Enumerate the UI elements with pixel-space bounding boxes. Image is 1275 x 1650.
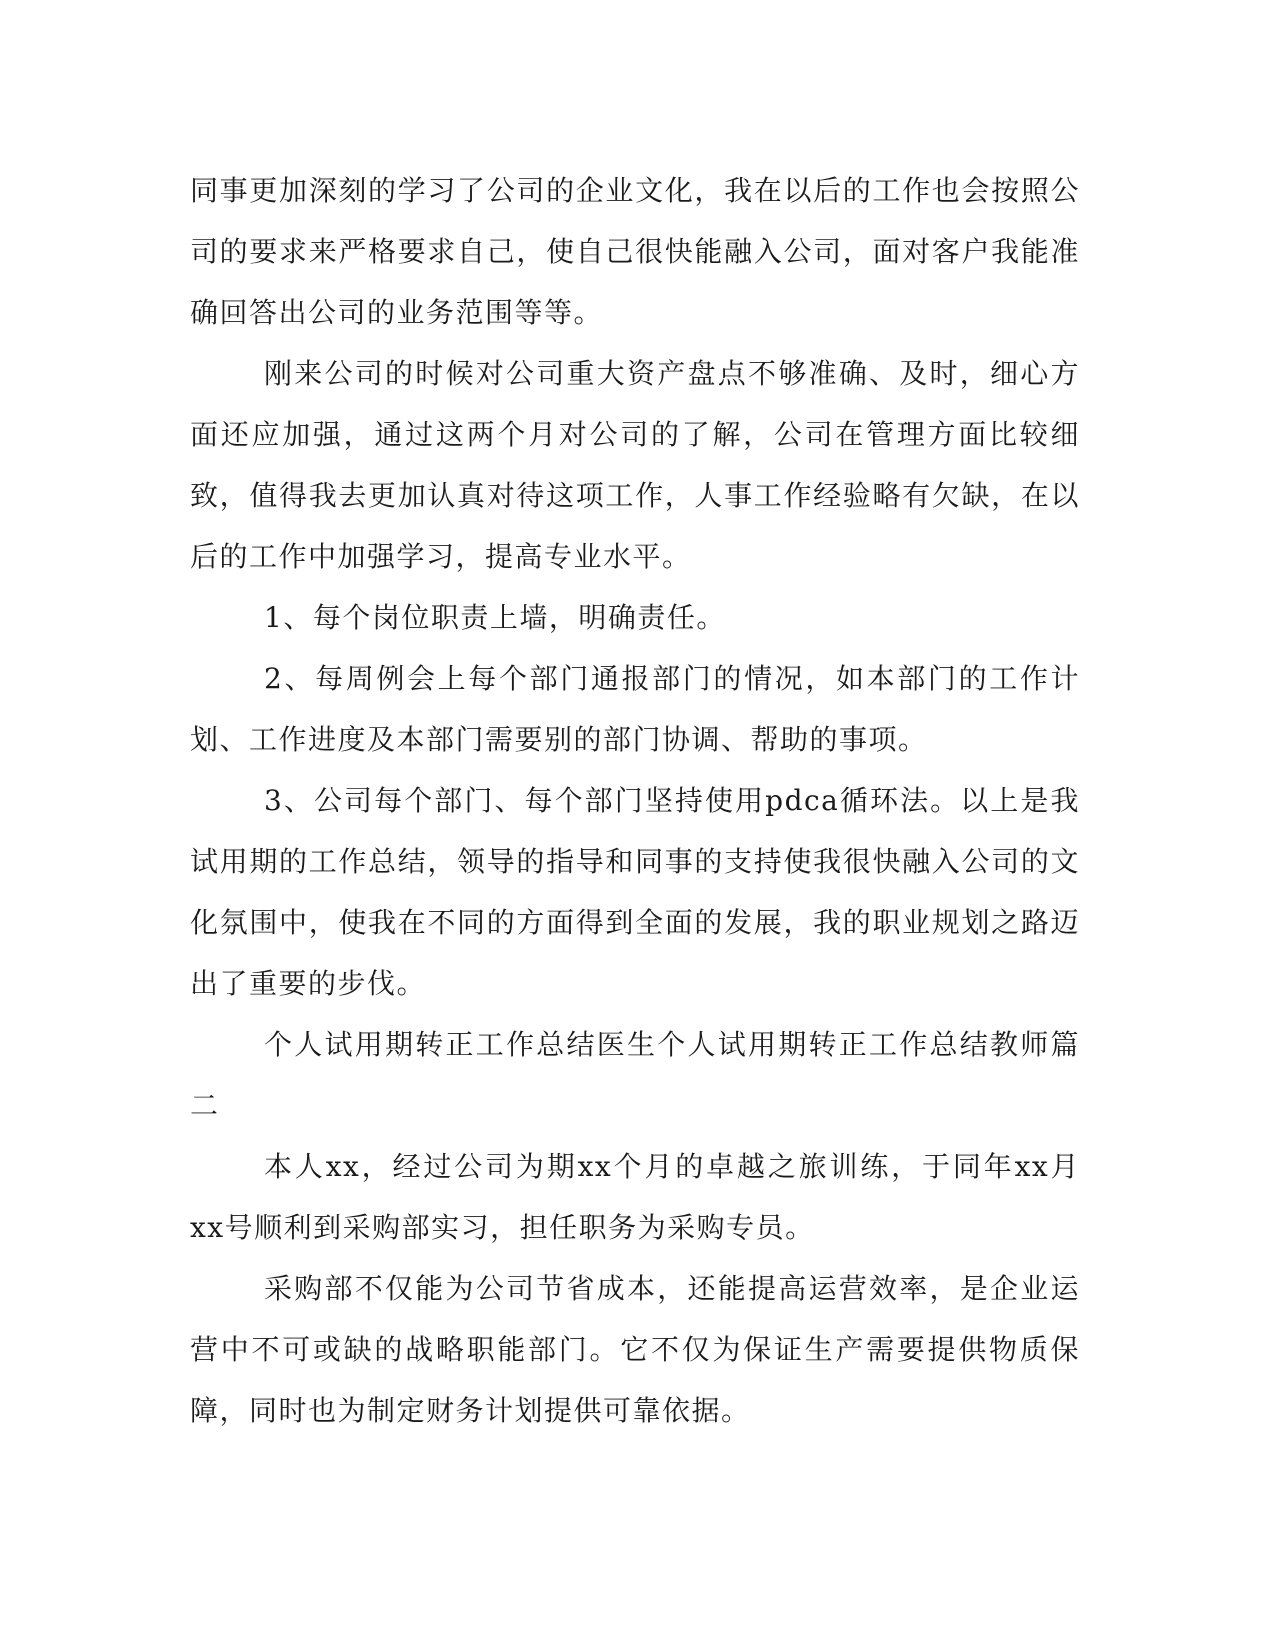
document-body	[190, 160, 1080, 1441]
section-heading: 个人试用期转正工作总结医生个人试用期转正工作总结教师篇二	[190, 1028, 1080, 1122]
list-item-1: 1、每个岗位职责上墙，明确责任。	[264, 601, 726, 634]
paragraph-intro: 本人xx，经过公司为期xx个月的卓越之旅训练，于同年xx月xx号顺利到采购部实习，担任职务为采购专员。	[190, 1150, 1080, 1244]
paragraph-1: 同事更加深刻的学习了公司的企业文化，我在以后的工作也会按照公司的要求来严格要求自己，使自己很快能融入公司，面对客户我能准确回答出公司的业务范围等等。	[190, 174, 1080, 329]
list-item-3: 3、公司每个部门、每个部门坚持使用pdca循环法。以上是我试用期的工作总结，领导的指导和同事的支持使我很快融入公司的文化氛围中，使我在不同的方面得到全面的发展，我的职业规划之路迈出了重要的步伐。	[190, 784, 1080, 1000]
paragraph-purchasing: 采购部不仅能为公司节省成本，还能提高运营效率，是企业运营中不可或缺的战略职能部门。它不仅为保证生产需要提供物质保障，同时也为制定财务计划提供可靠依据。	[190, 1272, 1080, 1427]
list-item-2: 2、每周例会上每个部门通报部门的情况，如本部门的工作计划、工作进度及本部门需要别的部门协调、帮助的事项。	[190, 662, 1080, 756]
paragraph-2: 刚来公司的时候对公司重大资产盘点不够准确、及时，细心方面还应加强，通过这两个月对公司的了解，公司在管理方面比较细致，值得我去更加认真对待这项工作，人事工作经验略有欠缺，在以后的工作中加强学习，提高专业水平。	[190, 357, 1080, 573]
